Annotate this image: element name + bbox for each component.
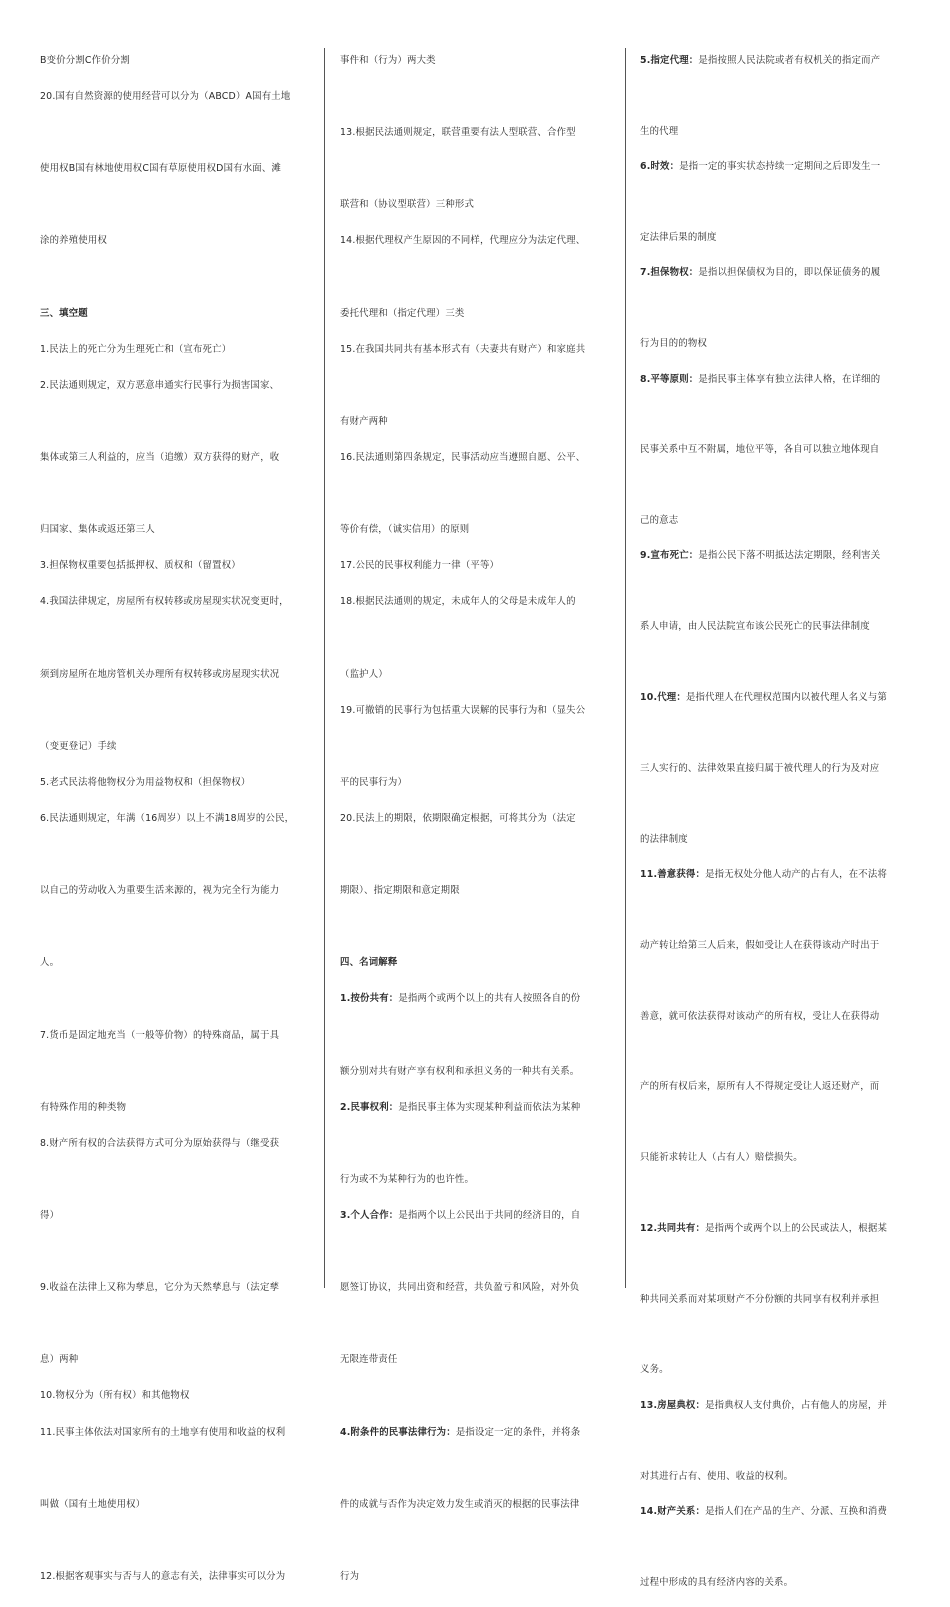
text-line <box>340 1313 610 1349</box>
text-line <box>40 122 312 158</box>
definition-line <box>640 369 912 404</box>
term-definition: 是指两个或两个以上的公民或法人，根据某 <box>705 1222 888 1234</box>
definition-line <box>640 1218 912 1253</box>
text-line <box>40 916 312 952</box>
text-line: 生的代理 <box>640 125 679 137</box>
text-line: 愿签订协议，共同出资和经营，共负盈亏和风险，对外负 <box>340 1282 580 1294</box>
text-line <box>40 1169 312 1205</box>
term-label: 14.财产关系： <box>640 1506 706 1518</box>
text-line: 19.可撤销的民事行为包括重大误解的民事行为和（显失公 <box>340 704 586 716</box>
text-line <box>640 1430 912 1465</box>
text-line <box>640 581 912 616</box>
text-line <box>640 970 912 1005</box>
column-2 <box>340 50 610 1602</box>
text-line <box>340 1458 610 1494</box>
text-line: 8.财产所有权的合法获得方式可分为原始获得与（继受获 <box>40 1137 280 1149</box>
text-line <box>640 1183 912 1218</box>
column-divider <box>324 48 325 1288</box>
text-line <box>340 844 610 880</box>
text-line <box>640 1536 912 1571</box>
text-line <box>640 652 912 687</box>
definition-line <box>640 262 912 297</box>
text-line <box>40 844 312 880</box>
column-divider <box>625 48 626 1288</box>
text-line: 6.民法通则规定，年满（16周岁）以上不满18周岁的公民， <box>40 812 295 824</box>
text-line <box>40 628 312 664</box>
text-line: 无限连带责任 <box>340 1354 398 1366</box>
text-line <box>340 736 610 772</box>
text-line: 15.在我国共同共有基本形式有（夫妻共有财产）和家庭共 <box>340 343 586 355</box>
term-label: 5.指定代理： <box>640 55 699 66</box>
text-line <box>40 1061 312 1097</box>
text-line: 义务。 <box>640 1364 669 1376</box>
term-label: 3.个人合作： <box>340 1210 399 1221</box>
text-line: 的法律制度 <box>640 833 688 845</box>
text-line <box>640 793 912 828</box>
text-line <box>40 1241 312 1277</box>
text-line: 对其进行占有、使用、收益的权利。 <box>640 1470 794 1482</box>
text-line <box>340 1385 610 1421</box>
text-line <box>640 1112 912 1147</box>
column-1 <box>40 50 312 1602</box>
text-line: 息）两种 <box>40 1354 79 1366</box>
definition-line <box>640 50 912 85</box>
section-heading: 三、填空题 <box>40 307 88 319</box>
text-line <box>40 194 312 230</box>
text-line <box>40 700 312 736</box>
text-line: 须到房屋所在地房管机关办理所有权转移或房屋现实状况 <box>40 668 280 680</box>
text-line: 使用权B国有林地使用权C国有草原使用权D国有水面、滩 <box>40 163 282 175</box>
text-line: 12.根据客观事实与否与人的意志有关，法律事实可以分为 <box>40 1570 286 1582</box>
text-line: 民事关系中互不附属，地位平等，各自可以独立地体现自 <box>640 444 880 456</box>
term-label: 6.时效： <box>640 161 680 173</box>
text-line <box>340 1025 610 1061</box>
definition-line <box>340 988 610 1024</box>
text-line: 14.根据代理权产生原因的不同样，代理应分为法定代理、 <box>340 235 586 247</box>
text-line: 有特殊作用的种类物 <box>40 1101 127 1113</box>
text-line: 11.民事主体依法对国家所有的土地享有使用和收益的权利 <box>40 1426 286 1438</box>
text-line <box>340 1530 610 1566</box>
text-line: 7.货币是固定地充当（一般等价物）的特殊商品，属于具 <box>40 1029 280 1041</box>
text-line <box>340 483 610 519</box>
term-definition: 是指典权人支付典价，占有他人的房屋，并 <box>705 1399 888 1411</box>
text-line <box>340 86 610 122</box>
text-line: 联营和（协议型联营）三种形式 <box>340 199 475 211</box>
term-definition: 是指两个以上公民出于共同的经济目的，自 <box>398 1210 581 1221</box>
text-line: 种共同关系而对某项财产不分份额的共同享有权利并承担 <box>640 1293 880 1305</box>
text-line <box>640 899 912 934</box>
text-line: 5.老式民法将他物权分为用益物权和（担保物权） <box>40 776 251 788</box>
term-label: 7.担保物权： <box>640 267 699 279</box>
text-line: 期限）、指定期限和意定期限 <box>340 885 460 897</box>
term-definition: 是指民事主体为实现某种利益而依法为某种 <box>398 1101 581 1113</box>
column-3 <box>640 50 912 1607</box>
term-label: 9.宣布死亡： <box>640 550 699 562</box>
text-line: 定法律后果的制度 <box>640 231 717 243</box>
definition-line <box>640 156 912 191</box>
text-line: 行为目的的物权 <box>640 338 708 350</box>
text-line: 平的民事行为） <box>340 776 408 788</box>
text-line <box>640 298 912 333</box>
term-label: 8.平等原则： <box>640 373 699 385</box>
text-line: 事件和（行为）两大类 <box>340 55 436 66</box>
term-definition: 是指以担保债权为目的，即以保证债务的履 <box>698 267 881 279</box>
text-line: 18.根据民法通则的规定，未成年人的父母是未成年人的 <box>340 596 576 608</box>
definition-line <box>340 1097 610 1133</box>
text-line: 20.国有自然资源的使用经营可以分为（ABCD）A国有土地 <box>40 91 291 103</box>
definition-line <box>640 545 912 580</box>
text-line: 委托代理和（指定代理）三类 <box>340 307 465 319</box>
text-line <box>640 475 912 510</box>
term-definition: 是指无权处分他人动产的占有人，在不法将 <box>705 868 888 880</box>
text-line <box>640 1041 912 1076</box>
term-label: 1.按份共有： <box>340 993 399 1005</box>
term-definition: 是指公民下落不明抵达法定期限，经利害关 <box>698 550 881 562</box>
text-line: 归国家、集体或返还第三人 <box>40 524 155 536</box>
text-line: 人。 <box>40 957 60 969</box>
term-definition: 是指设定一定的条件，并将条 <box>455 1426 581 1438</box>
term-definition: 是指一定的事实状态持续一定期间之后即发生一 <box>679 161 881 173</box>
text-line: 2.民法通则规定，双方恶意串通实行民事行为损害国家、 <box>40 379 280 391</box>
text-line <box>40 1313 312 1349</box>
term-label: 13.房屋典权： <box>640 1399 706 1411</box>
text-line <box>340 628 610 664</box>
term-label: 11.善意获得： <box>640 868 706 880</box>
text-line: 件的成就与否作为决定效力发生或消灭的根据的民事法律 <box>340 1498 580 1510</box>
term-definition: 是指代理人在代理权范围内以被代理人名义与第 <box>685 692 888 704</box>
term-label: 10.代理： <box>640 692 686 704</box>
text-line: 有财产两种 <box>340 415 388 427</box>
text-line: 16.民法通则第四条规定，民事活动应当遵照自愿、公平、 <box>340 452 586 464</box>
term-label: 12.共同共有： <box>640 1222 706 1234</box>
text-line <box>640 192 912 227</box>
text-line: 20.民法上的期限，依期限确定根据，可将其分为（法定 <box>340 812 576 824</box>
text-line <box>340 1133 610 1169</box>
text-line <box>40 267 312 303</box>
text-line <box>340 267 610 303</box>
term-definition: 是指人们在产品的生产、分派、互换和消费 <box>705 1506 888 1518</box>
text-line: 1.民法上的死亡分为生理死亡和（宣布死亡） <box>40 343 232 355</box>
text-line <box>340 916 610 952</box>
text-line <box>40 1530 312 1566</box>
text-line: 额分别对共有财产享有权利和承担义务的一种共有关系。 <box>340 1065 580 1077</box>
definition-line <box>640 864 912 899</box>
text-line <box>340 375 610 411</box>
text-line: 动产转让给第三人后来，假如受让人在获得该动产时出于 <box>640 939 880 951</box>
term-label: 2.民事权利： <box>340 1101 399 1113</box>
text-line: 3.担保物权重要包括抵押权、质权和（留置权） <box>40 560 241 572</box>
text-line <box>40 483 312 519</box>
definition-line <box>640 1395 912 1430</box>
text-line <box>40 411 312 447</box>
text-line: 三人实行的、法律效果直接归属于被代理人的行为及对应 <box>640 762 880 774</box>
text-line: （变更登记）手续 <box>40 740 117 752</box>
text-line: 10.物权分为（所有权）和其他物权 <box>40 1390 190 1402</box>
text-line <box>640 722 912 757</box>
text-line <box>40 1458 312 1494</box>
text-line <box>640 85 912 120</box>
term-definition: 是指按照人民法院或者有权机关的指定而产 <box>698 55 881 66</box>
definition-line <box>640 687 912 722</box>
text-line: 过程中形成的具有经济内容的关系。 <box>640 1576 794 1588</box>
term-label: 4.附条件的民事法律行为： <box>340 1426 456 1438</box>
text-line: 等价有偿，（诚实信用）的原则 <box>340 524 470 536</box>
text-line: B变价分割C作价分割 <box>40 55 130 66</box>
term-definition: 是指两个或两个以上的共有人按照各自的份 <box>398 993 581 1005</box>
section-heading: 四、名词解释 <box>340 957 398 969</box>
text-line: （监护人） <box>340 668 388 680</box>
text-line: 行为 <box>340 1570 360 1582</box>
definition-line <box>640 1501 912 1536</box>
text-line: 9.收益在法律上又称为孳息，它分为天然孳息与（法定孳 <box>40 1282 280 1294</box>
text-line <box>340 158 610 194</box>
text-line: 己的意志 <box>640 515 679 527</box>
text-line <box>640 1253 912 1288</box>
text-line: 得） <box>40 1210 60 1221</box>
text-line <box>340 1241 610 1277</box>
text-line: 集体或第三人利益的，应当（追缴）双方获得的财产，收 <box>40 452 280 464</box>
definition-line <box>340 1205 610 1241</box>
text-line: 善意，就可依法获得对该动产的所有权，受让人在获得动 <box>640 1010 880 1022</box>
text-line: 17.公民的民事权利能力一律（平等） <box>340 560 500 572</box>
text-line: 只能祈求转让人（占有人）赔偿损失。 <box>640 1152 803 1164</box>
text-line: 行为或不为某种行为的也许性。 <box>340 1173 475 1185</box>
text-line: 13.根据民法通则规定，联营重要有法人型联营、合作型 <box>340 127 576 139</box>
definition-line <box>340 1422 610 1458</box>
text-line: 以自己的劳动收入为重要生活来源的，视为完全行为能力 <box>40 885 280 897</box>
text-line <box>40 988 312 1024</box>
text-line <box>640 404 912 439</box>
text-line: 产的所有权后来，原所有人不得规定受让人返还财产，而 <box>640 1081 880 1093</box>
text-line: 叫做（国有土地使用权） <box>40 1498 146 1510</box>
text-line: 系人申请，由人民法院宣布该公民死亡的民事法律制度 <box>640 621 870 633</box>
text-line: 4.我国法律规定，房屋所有权转移或房屋现实状况变更时， <box>40 596 289 608</box>
text-line: 涂的养殖使用权 <box>40 235 108 247</box>
term-definition: 是指民事主体享有独立法律人格，在详细的 <box>698 373 881 385</box>
